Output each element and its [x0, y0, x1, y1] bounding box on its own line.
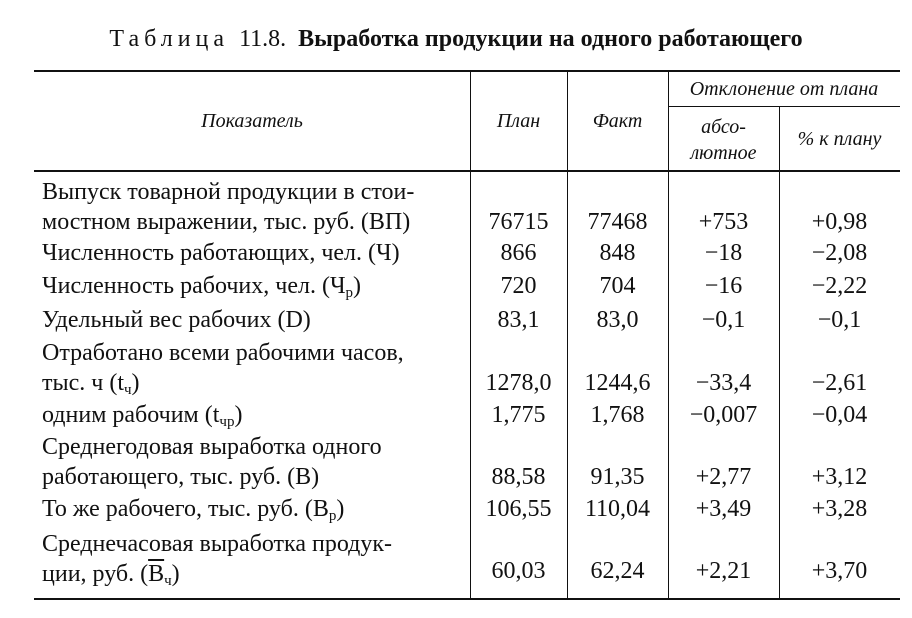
row-label-end: )	[353, 273, 362, 299]
row-label: одним рабочим (t	[42, 402, 220, 428]
row-fact: 91,35	[590, 464, 645, 490]
row-plan: 83,1	[497, 307, 540, 333]
caption-word: Таблица	[109, 26, 230, 52]
row-abs: +2,21	[695, 558, 752, 584]
row-plan: 720	[500, 273, 537, 299]
table-row	[42, 271, 470, 301]
row-label: Отработано всеми рабочими часов,	[42, 340, 404, 366]
header-plan: План	[496, 110, 541, 132]
row-label-sub: р	[328, 508, 337, 524]
col-rule-4	[779, 107, 780, 600]
header-bottom-rule	[34, 170, 900, 172]
row-fact: 83,0	[596, 307, 639, 333]
header-indicator: Показатель	[201, 110, 303, 132]
row-label-bar: $\overline{B}$	[148, 561, 165, 587]
row-abs: +2,77	[695, 464, 752, 490]
row-pct: +3,28	[811, 496, 868, 522]
row-abs: +753	[698, 209, 749, 235]
row-plan: 106,55	[485, 496, 552, 522]
row-abs: −0,1	[701, 307, 746, 333]
row-label: Среднечасовая выработка продук-	[42, 531, 392, 557]
row-pct: −2,08	[811, 240, 868, 266]
row-label-cont: работающего, тыс. руб. (B)	[42, 464, 320, 490]
row-label-end: )	[171, 561, 180, 587]
row-label: То же рабочего, тыс. руб. (B	[42, 496, 329, 522]
row-abs: −33,4	[695, 370, 752, 396]
row-fact: 1244,6	[584, 370, 651, 396]
row-fact: 848	[599, 240, 636, 266]
row-fact: 1,768	[590, 402, 645, 428]
row-plan: 60,03	[491, 558, 546, 584]
header-fact: Факт	[592, 110, 643, 132]
row-pct: −2,61	[811, 370, 868, 396]
row-label-end: )	[234, 402, 243, 428]
header-percent: % к плану	[797, 128, 882, 150]
table-row	[42, 177, 470, 237]
row-label: Численность рабочих, чел. (Ч	[42, 273, 346, 299]
row-pct: +3,70	[811, 558, 868, 584]
row-fact: 704	[599, 273, 636, 299]
header-deviation: Отклонение от плана	[689, 78, 879, 100]
row-abs: −0,007	[689, 402, 758, 428]
row-label-sub: чр	[219, 414, 235, 430]
bottom-rule	[34, 598, 900, 600]
row-fact: 62,24	[590, 558, 645, 584]
row-plan: 1,775	[491, 402, 546, 428]
row-pct: −0,1	[817, 307, 862, 333]
row-plan: 76715	[488, 209, 549, 235]
row-fact: 110,04	[584, 496, 651, 522]
header-absolute-line2: лютное	[690, 142, 757, 164]
row-label-sub: ч	[124, 382, 132, 398]
row-abs: −16	[704, 273, 743, 299]
row-pct: +0,98	[811, 209, 868, 235]
top-rule	[34, 70, 900, 72]
table-caption	[0, 26, 912, 53]
row-pct: +3,12	[811, 464, 868, 490]
row-label: Выпуск товарной продукции в стои-	[42, 179, 415, 205]
table-row	[42, 529, 470, 589]
row-abs: −18	[704, 240, 743, 266]
row-label-cont: мостном выражении, тыс. руб. (ВП)	[42, 209, 411, 235]
row-abs: +3,49	[695, 496, 752, 522]
table-row	[42, 238, 470, 268]
row-label: Удельный вес рабочих (D)	[42, 307, 311, 333]
row-plan: 866	[500, 240, 537, 266]
header-absolute-line1: абсо-	[701, 116, 746, 138]
caption-title: Выработка продукции на одного работающего	[298, 26, 803, 52]
deviation-rule	[668, 106, 900, 107]
row-fact: 77468	[587, 209, 648, 235]
row-label: Среднегодовая выработка одного	[42, 434, 382, 460]
row-label-cont: тыс. ч (t	[42, 370, 124, 396]
row-label-cont: ции, руб. (	[42, 561, 149, 587]
row-label-sub: ч	[164, 573, 172, 589]
row-plan: 88,58	[491, 464, 546, 490]
table-row	[42, 432, 470, 492]
row-label-end: )	[131, 370, 140, 396]
table-row	[42, 305, 470, 335]
table-row	[42, 400, 470, 430]
row-label: Численность работающих, чел. (Ч)	[42, 240, 400, 266]
row-label-sub: р	[345, 285, 354, 301]
row-plan: 1278,0	[485, 370, 552, 396]
caption-number: 11.8.	[239, 26, 287, 52]
table-row	[42, 338, 470, 398]
table-row	[42, 494, 470, 524]
row-label-end: )	[336, 496, 345, 522]
row-pct: −0,04	[811, 402, 868, 428]
row-pct: −2,22	[811, 273, 868, 299]
